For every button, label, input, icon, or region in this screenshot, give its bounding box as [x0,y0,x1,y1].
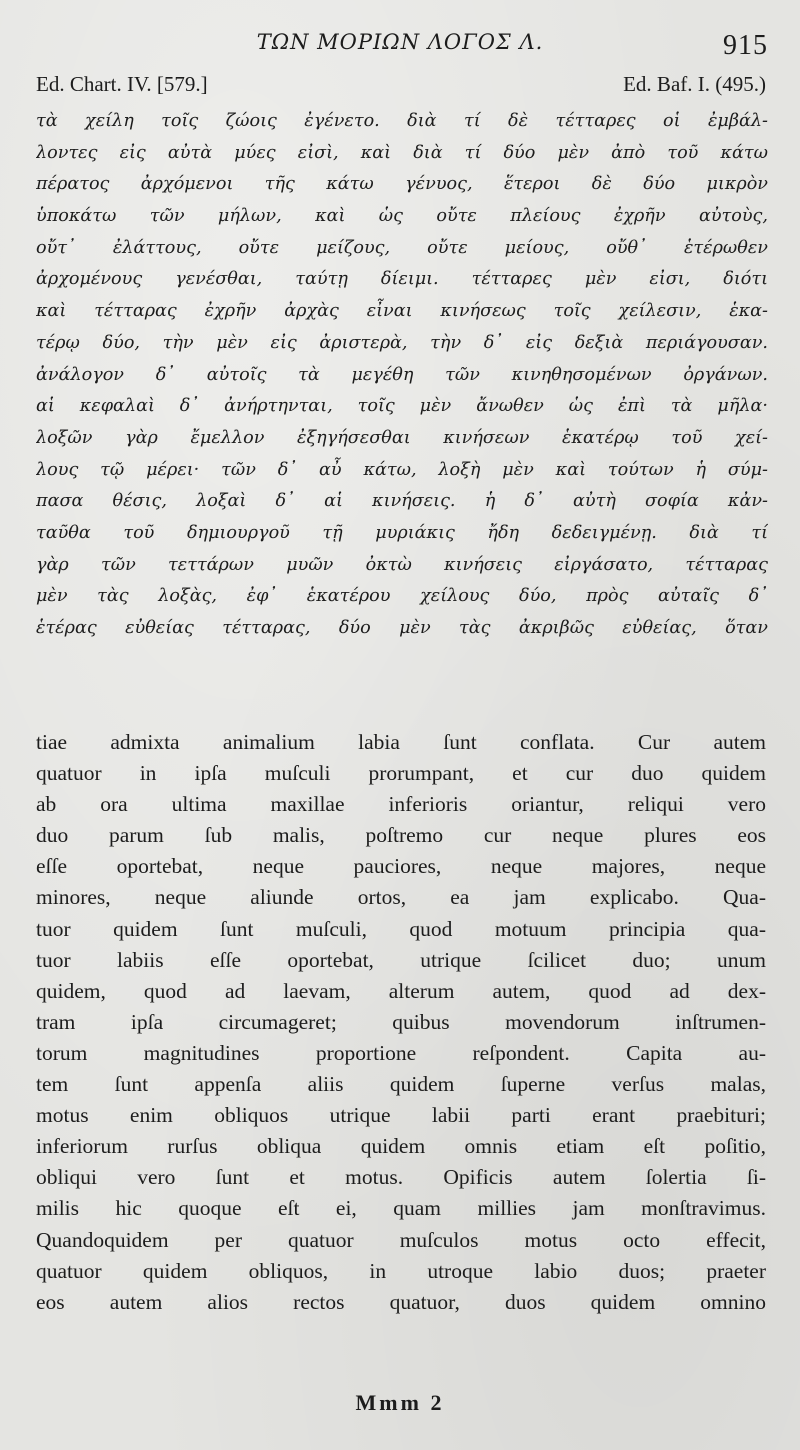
greek-line: ἀνάλογον δ᾿ αὐτοῖς τὰ μεγέθη τῶν κινηθησομένων ὀργάνων. [36,364,768,385]
greek-line: ἑτέρας εὐθείας τέτταρας, δύο μὲν τὰς ἀκριβῶς εὐθείας, ὅταν [36,618,768,638]
greek-line: αἱ κεφαλαὶ δ᾿ ἀνήρτηνται, τοῖς μὲν ἄνωθεν ὡς ἐπὶ τὰ μῆλα· [36,396,768,417]
greek-line: ἀρχομένους γενέσθαι, ταύτῃ δίειμι. τέτταρες μὲν εἰσι, διότι [36,269,768,290]
greek-line: πέρατος ἀρχόμενοι τῆς κάτω γένυος, ἕτεροι δὲ δύο μικρὸν [36,174,768,195]
running-head: ΤΩΝ ΜΟΡΙΩΝ ΛΟΓΟΣ Λ. [256,30,544,54]
latin-line: ab ora ultima maxillae inferioris oriantur, reliqui vero [36,792,766,817]
greek-line: ταῦθα τοῦ δημιουργοῦ τῇ μυριάκις ἤδη δεδειγμένῃ. διὰ τί [36,522,768,543]
latin-line: quatuor in ipſa muſculi prorumpant, et cur duo quidem [36,761,766,786]
latin-line: Quandoquidem per quatuor muſculos motus octo effecit, [36,1227,766,1252]
edition-reference-right: Ed. Baf. I. (495.) [623,72,766,96]
edition-reference-left: Ed. Chart. IV. [579.] [36,72,208,96]
greek-line: τὰ χείλη τοῖς ζώοις ἐγένετο. διὰ τί δὲ τέτταρες οἱ ἐμβάλ- [36,111,768,131]
latin-line: milis hic quoque eſt ei, quam millies jam monſtravimus. [36,1196,766,1221]
greek-line: μὲν τὰς λοξὰς, ἐφ᾿ ἑκατέρου χείλους δύο, πρὸς αὐταῖς δ᾿ [36,586,768,607]
latin-line: obliqui vero ſunt et motus. Opificis autem ſolertia ſi- [36,1165,766,1190]
latin-line: motus enim obliquos utrique labii parti erant praebituri; [36,1103,766,1128]
latin-line: quatuor quidem obliquos, in utroque labio duos; praeter [36,1258,766,1283]
latin-line: duo parum ſub malis, poſtremo cur neque plures eos [36,823,766,848]
greek-line: λοντες εἰς αὐτὰ μύες εἰσὶ, καὶ διὰ τί δύο μὲν ἀπὸ τοῦ κάτω [36,142,768,163]
greek-line: ὑποκάτω τῶν μήλων, καὶ ὡς οὔτε πλείους ἐχρῆν αὐτοὺς, [36,206,768,227]
greek-line: λοξῶν γὰρ ἔμελλον ἐξηγήσεσθαι κινήσεων ἑκατέρῳ τοῦ χεί- [36,427,768,448]
latin-line: tram ipſa circumageret; quibus movendorum inſtrumen- [36,1009,766,1034]
latin-line: quidem, quod ad laevam, alterum autem, quod ad dex- [36,978,766,1003]
latin-line: tiae admixta animalium labia ſunt conflata. Cur autem [36,730,766,754]
latin-line: inferiorum rurſus obliqua quidem omnis etiam eſt poſitio, [36,1134,766,1159]
greek-line: πασα θέσις, λοξαὶ δ᾿ αἱ κινήσεις. ἡ δ᾿ αὐτὴ σοφία κἀν- [36,491,768,512]
greek-line: γὰρ τῶν τεττάρων μυῶν ὀκτὼ κινήσεις εἰργάσατο, τέτταρας [36,554,768,575]
latin-line: eos autem alios rectos quatuor, duos quidem omnino [36,1289,766,1314]
latin-line: minores, neque aliunde ortos, ea jam explicabo. Qua- [36,885,766,910]
latin-line: tuor labiis eſſe oportebat, utrique ſcilicet duo; unum [36,947,766,972]
latin-line: tuor quidem ſunt muſculi, quod motuum principia qua- [36,916,766,941]
latin-text-block [36,727,766,1318]
greek-line: τέρῳ δύο, τὴν μὲν εἰς ἀριστερὰ, τὴν δ᾿ εἰς δεξιὰ περιάγουσαν. [36,332,768,353]
latin-line: tem ſunt appenſa aliis quidem ſuperne verſus malas, [36,1072,766,1097]
greek-line: καὶ τέτταρας ἐχρῆν ἀρχὰς εἶναι κινήσεως τοῖς χείλεσιν, ἑκα- [36,301,768,322]
greek-line: λους τῷ μέρει· τῶν δ᾿ αὖ κάτω, λοξὴ μὲν καὶ τούτων ἡ σύμ- [36,459,768,480]
greek-text-block [36,106,768,645]
latin-line: eſſe oportebat, neque pauciores, neque majores, neque [36,854,766,879]
latin-line: torum magnitudines proportione reſpondent. Capita au- [36,1040,766,1065]
greek-line: οὔτ᾿ ἐλάττους, οὔτε μείζους, οὔτε μείους, οὔθ᾿ ἑτέρωθεν [36,237,768,258]
signature-mark: Mmm 2 [355,1390,445,1415]
page-number: 915 [723,30,768,61]
